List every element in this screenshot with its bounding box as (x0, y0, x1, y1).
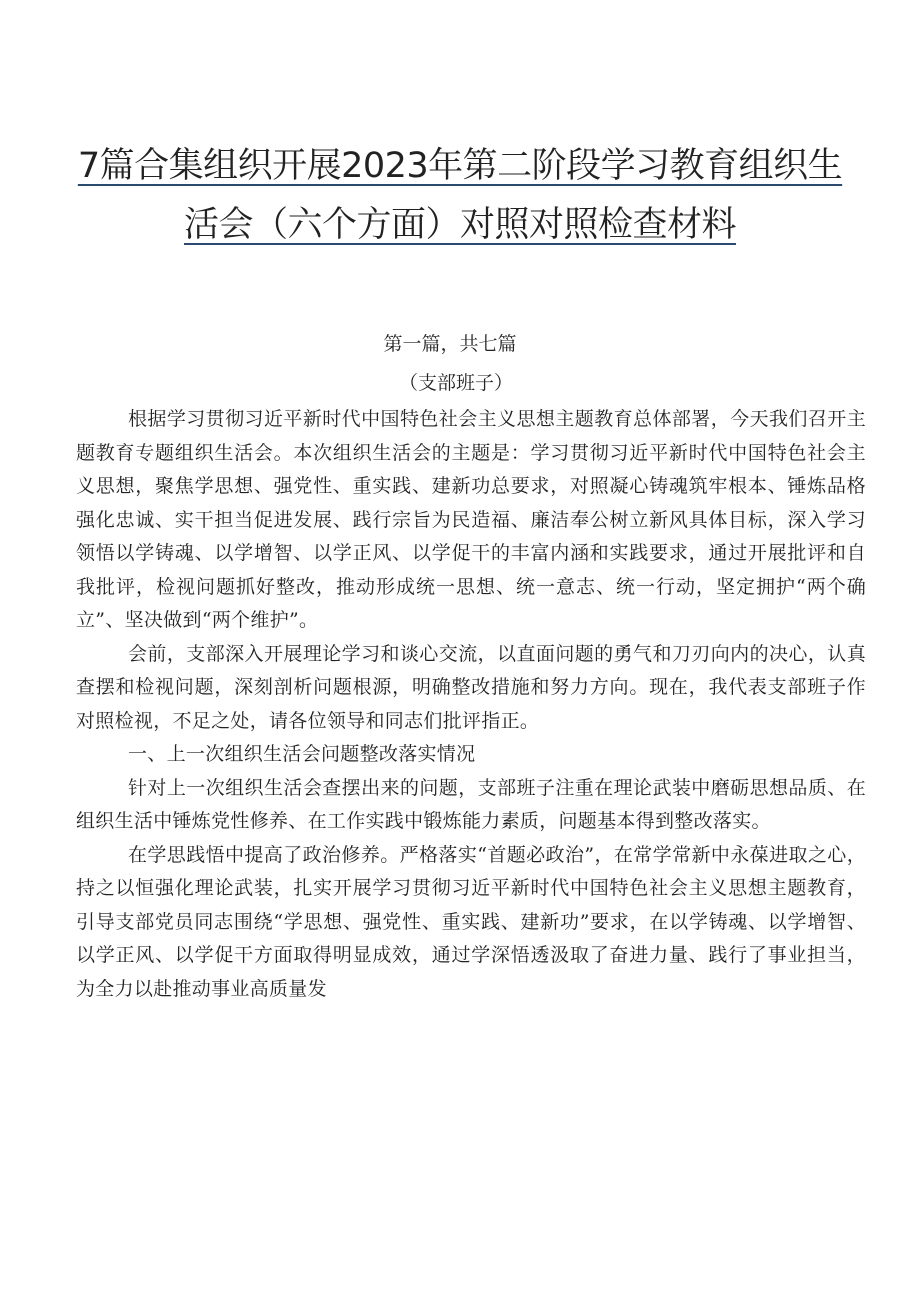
subtitle: （支部班子） (398, 372, 513, 394)
document-body (76, 403, 866, 1006)
section-heading: 一、上一次组织生活会问题整改落实情况 (128, 743, 476, 765)
paragraph: 针对上一次组织生活会查摆出来的问题，支部班子注重在理论武装中磨砺思想品质、在组织生活中锤炼党性修养、在工作实践中锻炼能力素质，问题基本得到整改落实。 (76, 776, 866, 832)
document-title-line-2: 活会（六个方面）对照对照检查材料 (183, 205, 736, 245)
part-label: 第一篇，共七篇 (383, 333, 517, 355)
document-title-line-1: 7篇合集组织开展2023年第二阶段学习教育组织生 (77, 146, 843, 186)
paragraph: 在学思践悟中提高了政治修养。严格落实“首题必政治”，在常学常新中永葆进取之心，持之以恒强化理论武装，扎实开展学习贯彻习近平新时代中国特色社会主义思想主题教育，引导支部党员同志围绕“学思想、强党性、重实践、建新功”要求，在以学铸魂、以学增智、以学正风、以学促干方面取得明显成效，通过学深悟透汲取了奋进力量、践行了事业担当，为全力以赴推动事业高质量发 (76, 843, 866, 1000)
paragraph: 会前，支部深入开展理论学习和谈心交流，以直面问题的勇气和刀刃向内的决心，认真查摆和检视问题，深刻剖析问题根源，明确整改措施和努力方向。现在，我代表支部班子作对照检视，不足之处，请各位领导和同志们批评指正。 (76, 642, 866, 732)
paragraph: 根据学习贯彻习近平新时代中国特色社会主义思想主题教育总体部署，今天我们召开主题教育专题组织生活会。本次组织生活会的主题是：学习贯彻习近平新时代中国特色社会主义思想，聚焦学思想、强党性、重实践、建新功总要求，对照凝心铸魂筑牢根本、锤炼品格强化忠诚、实干担当促进发展、践行宗旨为民造福、廉洁奉公树立新风具体目标，深入学习领悟以学铸魂、以学增智、以学正风、以学促干的丰富内涵和实践要求，通过开展批评和自我批评，检视问题抓好整改，推动形成统一思想、统一意志、统一行动，坚定拥护“两个确立”、坚决做到“两个维护”。 (76, 408, 866, 631)
